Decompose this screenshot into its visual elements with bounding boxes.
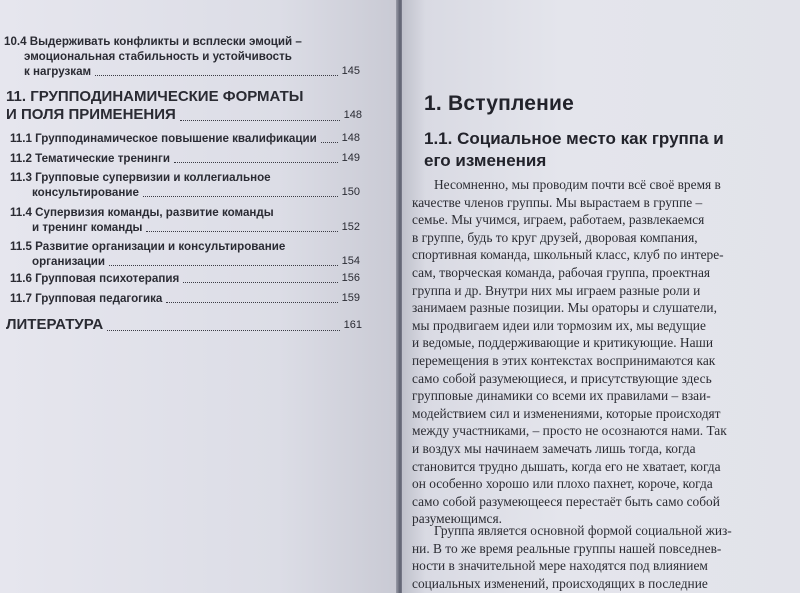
toc-entry-11-1[interactable]	[10, 131, 360, 146]
dot-leader	[146, 230, 337, 232]
toc-entry-line: эмоциональная стабильность и устойчивость	[24, 50, 292, 63]
toc-page-number: 145	[341, 65, 360, 77]
toc-entry-last-line	[10, 291, 360, 306]
body-text-line: мы продвигаем идеи или тормозим их, мы ведущие	[412, 317, 706, 333]
dot-leader	[95, 74, 338, 76]
body-paragraph-2	[412, 522, 780, 592]
body-text-line: Несомненно, мы проводим почти всё своё время в	[434, 177, 721, 192]
body-text-line: групповые динамики со всеми их правилами – взаи-	[412, 388, 711, 404]
body-text-line: модействием сил и изменениями, которые происходят	[412, 405, 721, 421]
toc-entry-10-4[interactable]	[4, 34, 360, 79]
dot-leader	[183, 281, 337, 283]
toc-page-number: 161	[343, 319, 362, 331]
toc-entry-line: 11.6 Групповая психотерапия	[10, 272, 180, 285]
dot-leader	[107, 329, 339, 331]
toc-entry-11-3[interactable]	[10, 170, 360, 200]
toc-entry-11-5[interactable]	[10, 239, 360, 269]
dot-leader	[143, 195, 338, 197]
body-text-line: сам, творческая команда, рабочая группа, проектная	[412, 264, 711, 280]
toc-entry-line: 11.3 Групповые супервизии и коллегиальное	[10, 171, 271, 184]
body-text-line: ни. В то же время реальные группы нашей повседнев-	[412, 540, 722, 556]
dot-leader	[109, 264, 338, 266]
dot-leader	[166, 301, 337, 303]
dot-leader	[321, 141, 338, 143]
body-text-line: само собой разумеющееся перестаёт быть само собой	[412, 493, 720, 509]
dot-leader	[174, 161, 338, 163]
toc-entry-last-line	[10, 271, 360, 286]
body-text-line: ности в значительной мере находятся под влиянием	[412, 558, 708, 574]
body-text-line: спортивная команда, школьный класс, клуб по интере-	[412, 247, 724, 263]
toc-entry-last-line	[6, 106, 362, 124]
chapter-title: 1. Вступление	[424, 92, 574, 115]
toc-entry-last-line	[10, 254, 360, 269]
toc-entry-11-7[interactable]	[10, 291, 360, 306]
toc-entry-11-6[interactable]	[10, 271, 360, 286]
toc-chapter-11[interactable]	[6, 88, 362, 124]
toc-page-number: 149	[341, 152, 360, 164]
toc-entry-line: 11.2 Тематические тренинги	[10, 152, 170, 165]
toc-entry-11-4[interactable]	[10, 205, 360, 235]
toc-entry-line: 11.1 Групподинамическое повышение квалификации	[10, 132, 317, 145]
dot-leader	[180, 119, 340, 121]
toc-entry-line: 11.4 Супервизия команды, развитие команды	[10, 206, 274, 219]
toc-page-number: 152	[341, 221, 360, 233]
body-text-line: разумеющимся.	[412, 511, 502, 527]
toc-page-number: 148	[341, 132, 360, 144]
body-text-line: и воздух мы начинаем замечать лишь тогда, когда	[412, 440, 696, 456]
toc-chapter-line: ЛИТЕРАТУРА	[6, 316, 104, 333]
toc-page-number: 154	[341, 255, 360, 267]
toc-entry-last-line	[4, 64, 360, 79]
toc-page-number: 148	[343, 109, 362, 121]
toc-entry-line: к нагрузкам	[24, 65, 92, 78]
toc-page-number: 159	[341, 292, 360, 304]
toc-entry-last-line	[10, 220, 360, 235]
toc-entry-line: организации	[32, 255, 106, 268]
body-text-line: становится трудно дышать, когда его не хватает, когда	[412, 458, 721, 474]
body-text-line: в группе, будь то круг друзей, дворовая компания,	[412, 229, 698, 245]
left-page-table-of-contents	[0, 0, 398, 593]
toc-literature[interactable]	[6, 316, 362, 334]
toc-entry-line: консультирование	[32, 186, 139, 199]
right-page-chapter-text	[402, 0, 800, 593]
toc-entry-last-line	[6, 316, 362, 334]
toc-chapter-line: И ПОЛЯ ПРИМЕНЕНИЯ	[6, 106, 176, 123]
toc-entry-11-2[interactable]	[10, 151, 360, 166]
body-text-line: между участниками, – просто не осознаются нами. Так	[412, 423, 727, 439]
body-text-line: само собой разумеющиеся, и присутствующие здесь	[412, 370, 712, 386]
body-paragraph-1	[412, 176, 780, 528]
body-text-line: социальных изменений, происходящих в последние	[412, 575, 708, 591]
body-text-line: он особенно хорошо или плохо пахнет, короче, когда	[412, 476, 713, 492]
body-text-line: семье. Мы учимся, играем, работаем, развлекаемся	[412, 212, 705, 228]
body-text-line: качестве членов группы. Мы вырастаем в группе –	[412, 194, 703, 210]
toc-entry-line: 10.4 Выдерживать конфликты и всплески эмоций –	[4, 35, 302, 48]
toc-page-number: 150	[341, 186, 360, 198]
toc-entry-line: 11.7 Групповая педагогика	[10, 292, 163, 305]
body-text-line: занимаем разные позиции. Мы ораторы и слушатели,	[412, 300, 717, 316]
toc-entry-last-line	[10, 131, 360, 146]
toc-entry-last-line	[10, 151, 360, 166]
toc-chapter-line: 11. ГРУППОДИНАМИЧЕСКИЕ ФОРМАТЫ	[6, 88, 304, 105]
toc-entry-line: 11.5 Развитие организации и консультирование	[10, 240, 286, 253]
body-text-line: и ведомые, поддерживающие и критикующие. Наши	[412, 335, 714, 351]
toc-entry-line: и тренинг команды	[32, 221, 143, 234]
section-title-line: 1.1. Социальное место как группа и	[424, 129, 724, 148]
toc-entry-last-line	[10, 185, 360, 200]
body-text-line: Группа является основной формой социальной жиз-	[434, 523, 732, 538]
body-text-line: группа и др. Внутри них мы играем разные роли и	[412, 282, 701, 298]
toc-page-number: 156	[341, 272, 360, 284]
section-title	[424, 128, 784, 172]
section-title-line: его изменения	[424, 151, 547, 170]
body-text-line: перемещения в этих контекстах воспринимаются как	[412, 352, 716, 368]
